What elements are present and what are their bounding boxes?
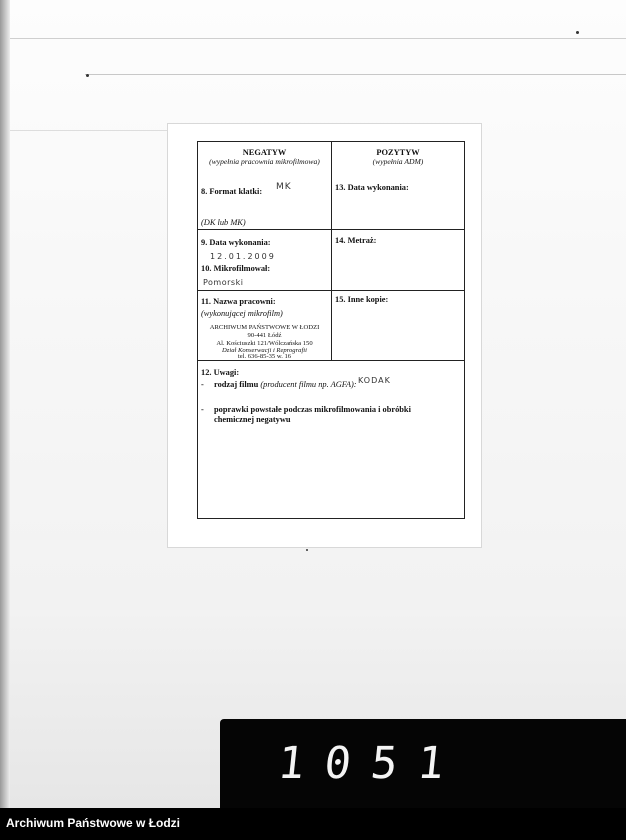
negatyw-title: NEGATYW <box>242 148 287 157</box>
dust-speck <box>306 549 308 551</box>
film-edge-shadow <box>0 0 10 808</box>
poprawki-line-2: chemicznej negatywu <box>214 415 291 424</box>
data-wykonania-negatyw-label: 9. Data wykonania: <box>201 238 271 247</box>
stamp-line: tel. 636-85-35 w. 16 <box>237 353 292 360</box>
stamp-line: Al. Kościuszki 121/Wólczańska 150 <box>216 340 313 347</box>
dust-speck <box>576 31 579 34</box>
scan-streak <box>10 130 170 131</box>
metraz-label: 14. Metraż: <box>335 236 377 245</box>
stamp-line: Dział Konserwacji i Reprografii <box>222 347 307 354</box>
rodzaj-filmu-value: KODAK <box>358 376 391 385</box>
footer-text: Archiwum Państwowe w Łodzi <box>6 816 181 830</box>
microfilm-form <box>197 141 465 519</box>
pozytyw-subtitle: (wypełnia ADM) <box>372 157 424 166</box>
rodzaj-filmu-hint: (producent filmu np. AGFA): <box>260 380 357 389</box>
scan-streak <box>10 38 626 39</box>
format-klatki-label: 8. Format klatki: <box>201 187 263 196</box>
format-klatki-hint: (DK lub MK) <box>201 218 246 227</box>
data-wykonania-value: 12.01.2009 <box>210 252 276 261</box>
format-klatki-value: MK <box>276 182 292 192</box>
frame-number: 1051 <box>275 738 467 789</box>
nazwa-pracowni-label: 11. Nazwa pracowni: <box>201 297 276 306</box>
row-divider <box>198 290 464 291</box>
dust-speck <box>86 74 89 77</box>
mikrofilmowal-signature: Pomorski <box>203 278 244 287</box>
stamp-line: ARCHIWUM PAŃSTWOWE W ŁODZI <box>209 324 320 331</box>
uwagi-label: 12. Uwagi: <box>201 368 240 377</box>
scan-streak <box>85 74 626 75</box>
pozytyw-title: POZYTYW <box>376 148 420 157</box>
rodzaj-filmu-label: rodzaj filmu <box>214 380 259 389</box>
mikrofilmowal-label: 10. Mikrofilmował: <box>201 264 271 273</box>
column-divider <box>331 142 332 360</box>
stamp-line: 90-441 Łódź <box>247 332 282 339</box>
data-wykonania-pozytyw-label: 13. Data wykonania: <box>335 183 409 192</box>
rodzaj-filmu-line <box>214 380 357 389</box>
row-divider <box>198 229 464 230</box>
nazwa-pracowni-hint: (wykonującej mikrofilm) <box>201 309 283 318</box>
bullet-mark: - <box>201 405 204 414</box>
inne-kopie-label: 15. Inne kopie: <box>335 295 389 304</box>
negatyw-subtitle: (wypełnia pracownia mikrofilmowa) <box>209 157 320 166</box>
poprawki-line-1: poprawki powstałe podczas mikrofilmowania i obróbki <box>214 405 411 414</box>
bullet-mark: - <box>201 380 204 389</box>
